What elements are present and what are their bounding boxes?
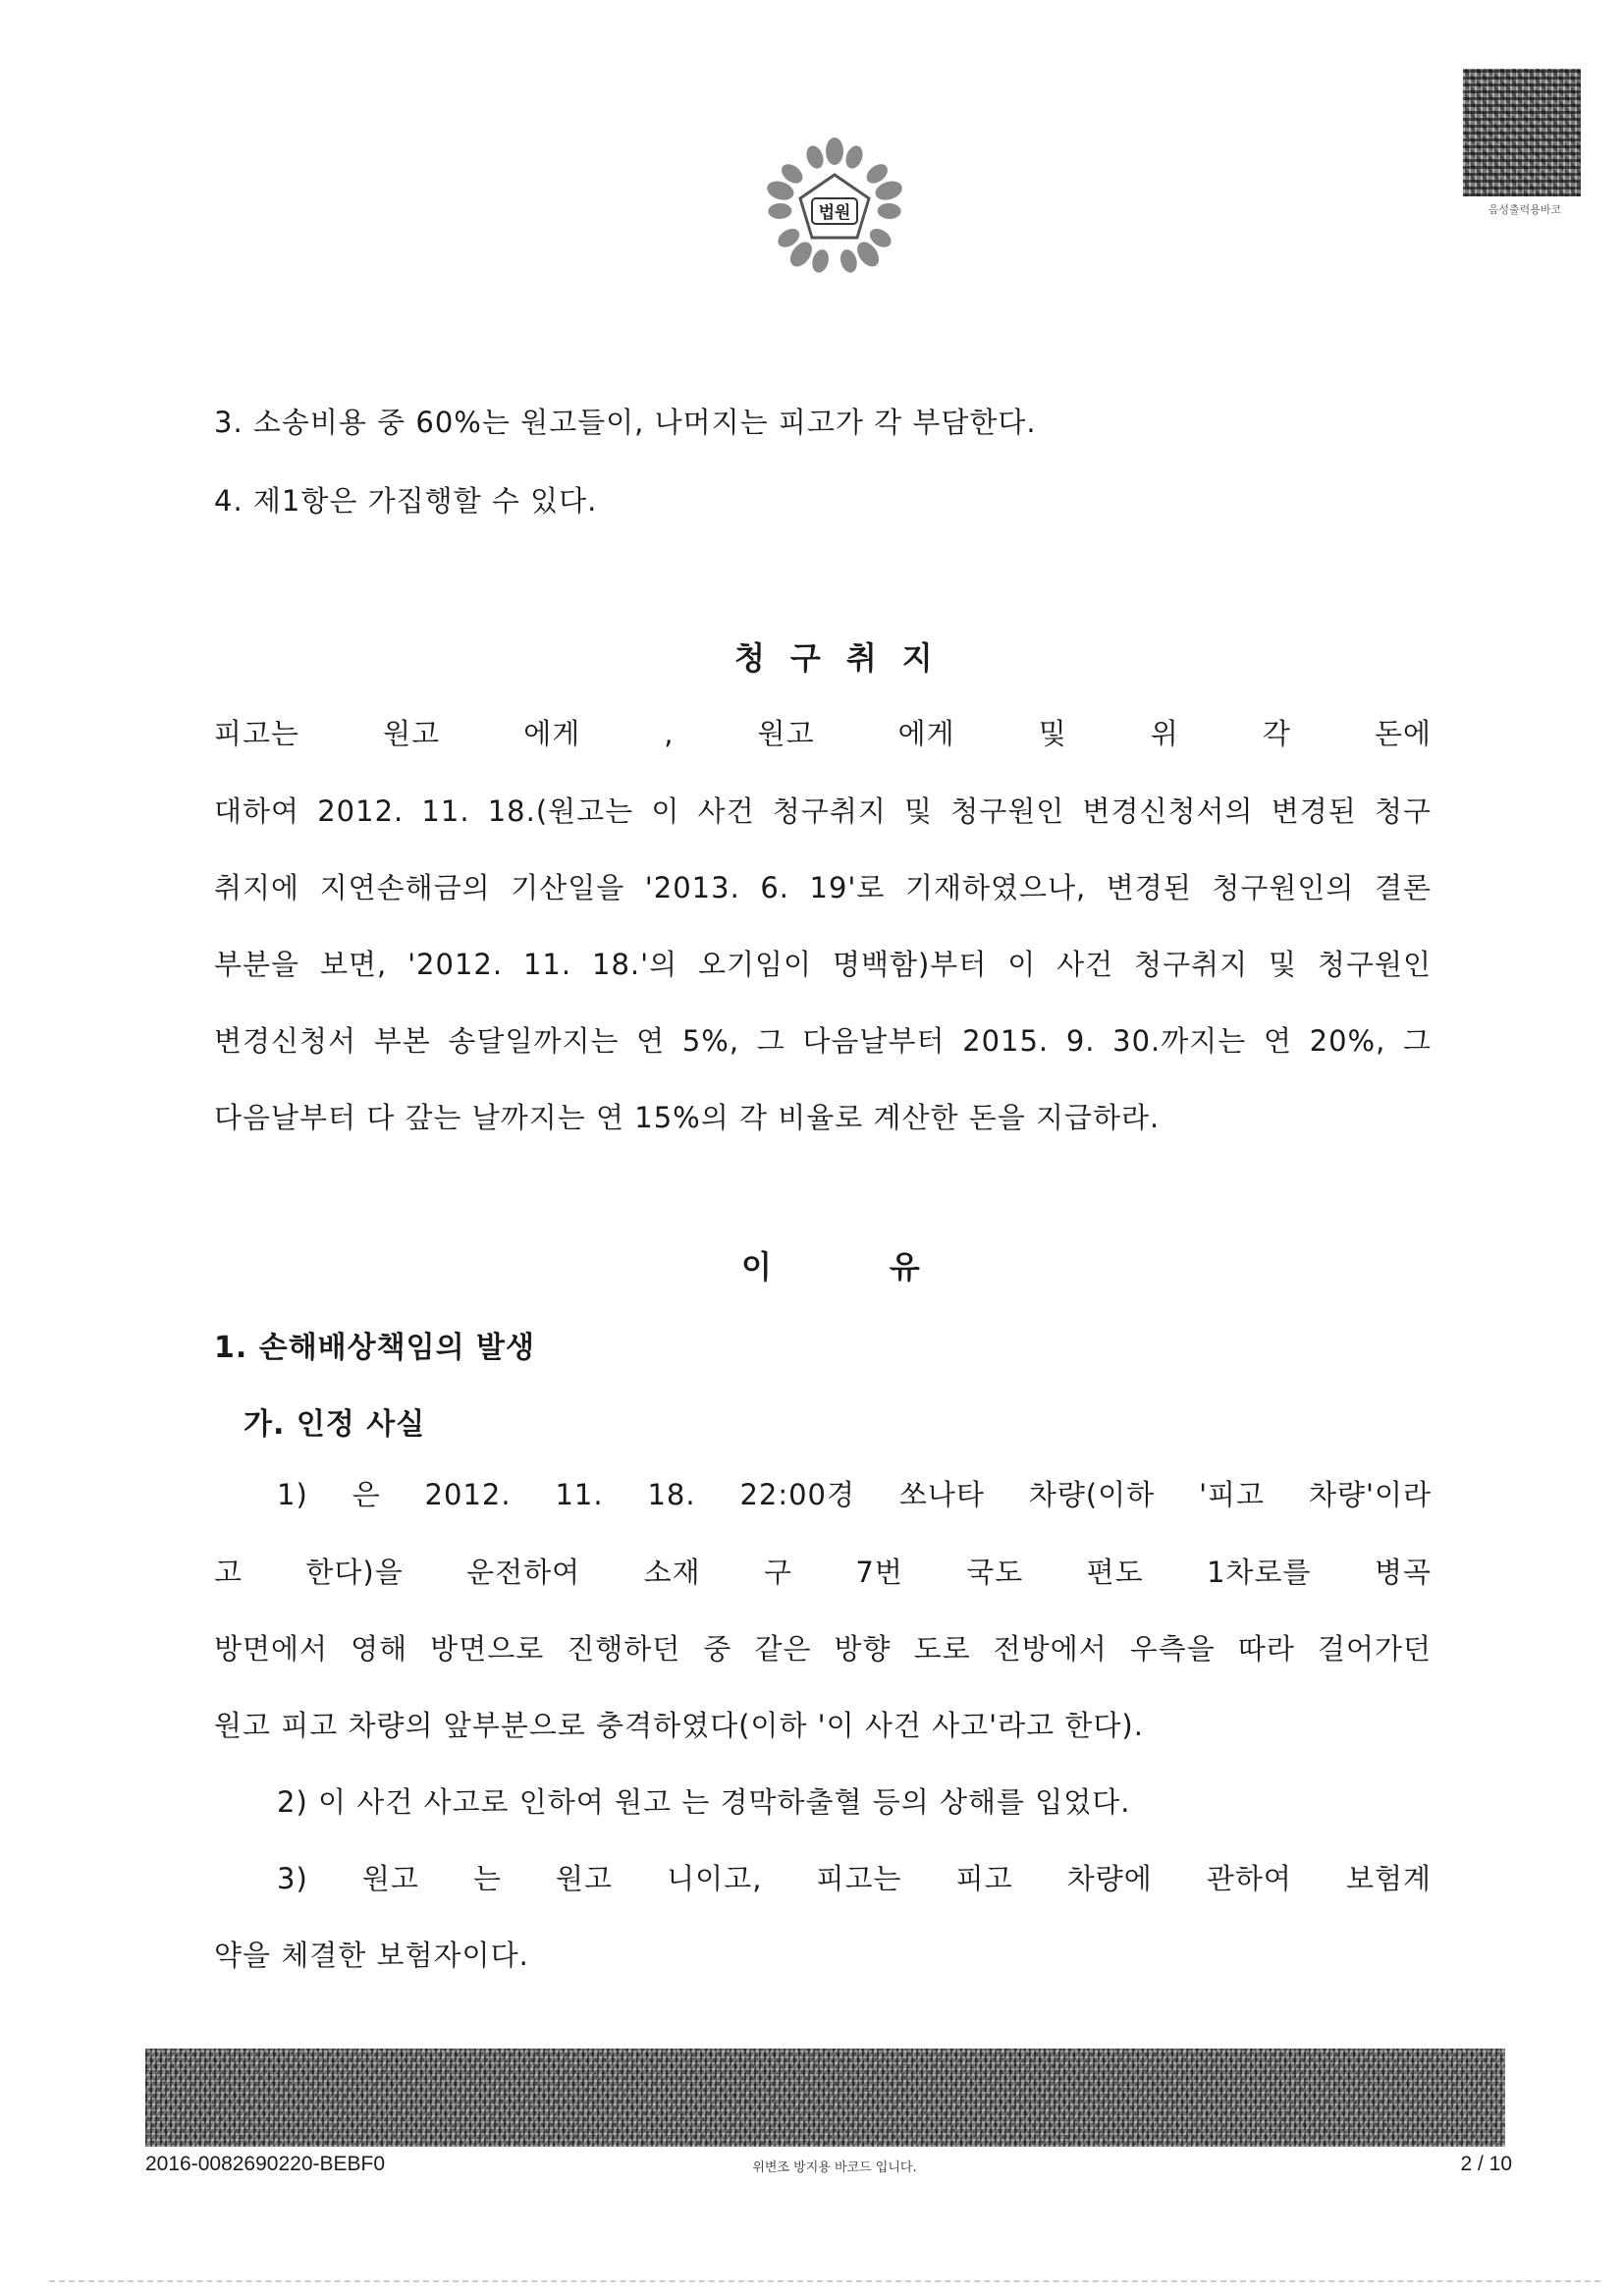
emblem-label: 법원: [818, 203, 851, 223]
document-id: 2016-0082690220-BEBF0: [145, 2153, 386, 2175]
page-edge-divider: [49, 2280, 1600, 2282]
reason-heading: 이유: [741, 1248, 1038, 1285]
claim-line: 변경신청서 부본 송달일까지는 연 5%, 그 다음날부터 2015. 9. 30.까지는 연 20%, 그: [214, 1024, 1432, 1058]
order-item-3: 3. 소송비용 중 60%는 원고들이, 나머지는 피고가 각 부담한다.: [214, 406, 1037, 439]
claim-line: 피고는 원고 에게 , 원고 에게 및 위 각 돈에: [214, 717, 1432, 750]
claim-line: 취지에 지연손해금의 기산일을 '2013. 6. 19'로 기재하였으나, 변경된 청구원인의 결론: [214, 871, 1432, 904]
order-item-4: 4. 제1항은 가집행할 수 있다.: [214, 484, 598, 518]
section-heading: 1. 손해배상책임의 발생: [214, 1331, 535, 1365]
subsection-heading: 가. 인정 사실: [243, 1407, 426, 1442]
claim-heading: 청구취지: [734, 639, 958, 677]
fact-paragraph-line: 고 한다)을 운전하여 소재 구 7번 국도 편도 1차로를 병곡: [214, 1556, 1432, 1589]
fact-paragraph-line: 원고 피고 차량의 앞부분으로 충격하였다(이하 '이 사건 사고'라고 한다).: [214, 1709, 1144, 1742]
qr-code: [1463, 69, 1581, 196]
fact-paragraph-2: 2) 이 사건 사고로 인하여 원고 는 경막하출혈 등의 상해를 입었다.: [277, 1785, 1131, 1819]
fact-paragraph-line: 방면에서 영해 방면으로 진행하던 중 같은 방향 도로 전방에서 우측을 따라 걸어가던: [214, 1632, 1432, 1666]
fact-paragraph-line: 1) 은 2012. 11. 18. 22:00경 쏘나타 차량(이하 '피고 차량'이라: [277, 1478, 1432, 1511]
court-emblem-icon: [751, 137, 918, 285]
fact-paragraph-line: 약을 체결한 보험자이다.: [214, 1939, 529, 1972]
barcode-note: 위변조 방지용 바코드 입니다.: [752, 2160, 917, 2175]
claim-line: 대하여 2012. 11. 18.(원고는 이 사건 청구취지 및 청구원인 변경신청서의 변경된 청구: [214, 794, 1432, 828]
qr-caption: 음성출력용바코: [1488, 203, 1562, 216]
fact-paragraph-line: 3) 원고 는 원고 니이고, 피고는 피고 차량에 관하여 보험계: [277, 1862, 1432, 1895]
claim-line: 부분을 보면, '2012. 11. 18.'의 오기임이 명백함)부터 이 사건 청구취지 및 청구원인: [214, 948, 1432, 981]
page-number: 2 / 10: [1460, 2153, 1512, 2175]
claim-line: 다음날부터 다 갚는 날까지는 연 15%의 각 비율로 계산한 돈을 지급하라.: [214, 1101, 1161, 1134]
